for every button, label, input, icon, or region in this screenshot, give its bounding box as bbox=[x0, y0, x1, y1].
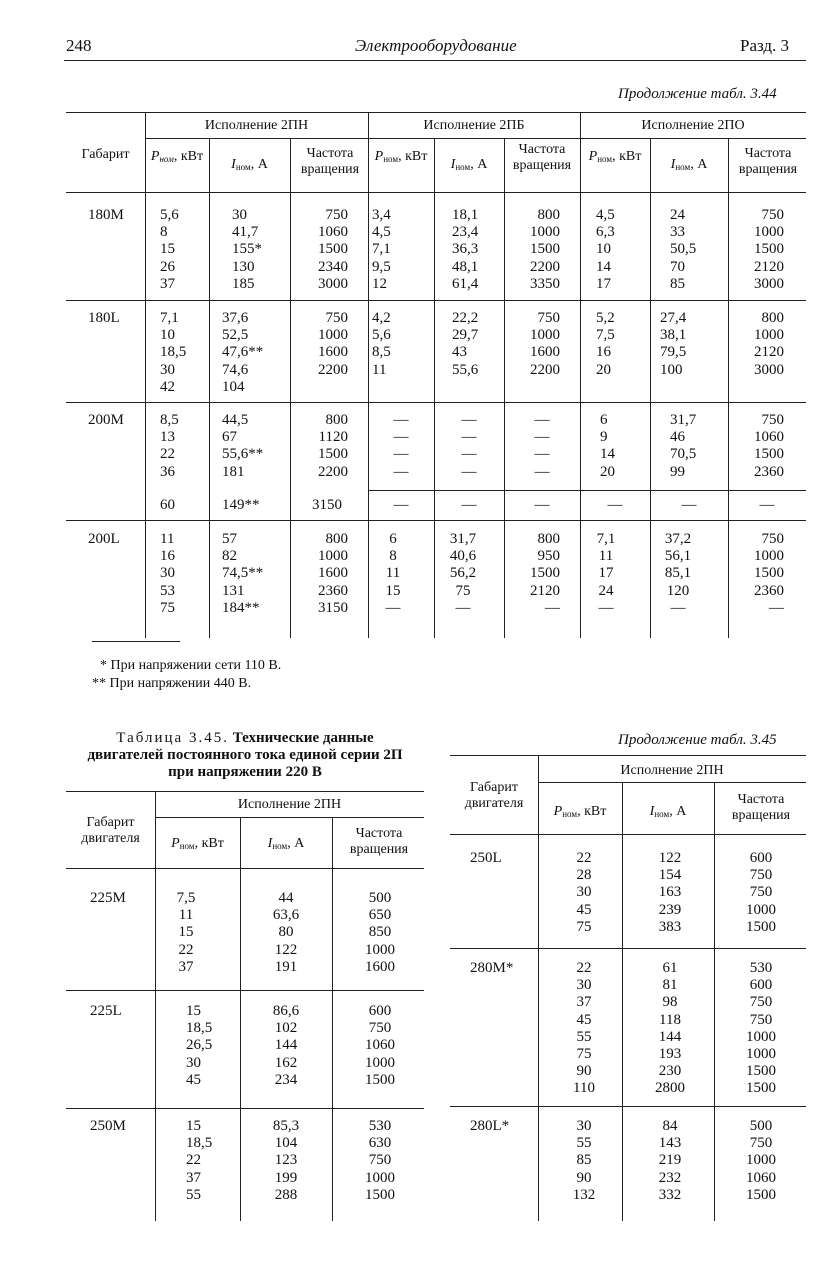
t344-h-freq: Частота вращения bbox=[738, 146, 798, 177]
t344-h-gabarit: Габарит bbox=[81, 147, 130, 162]
t344-group-2pb: Исполнение 2ПБ bbox=[423, 118, 525, 133]
t344-po-p: 6 9 14 20 bbox=[600, 412, 615, 480]
t344-pn-p: 11 16 30 53 75 bbox=[160, 531, 175, 616]
footnote-single-star: * При напряжении сети 110 В. bbox=[100, 658, 282, 673]
t344-header-rule bbox=[66, 192, 806, 193]
t345c-p: 22 30 37 45 55 75 90 110 bbox=[573, 960, 595, 1097]
t345-h-i: $I_{ном}$, А bbox=[267, 836, 305, 851]
t345-group-rule bbox=[155, 817, 424, 818]
t344-po-p: 4,5 6,3 10 14 17 bbox=[596, 207, 615, 292]
t344-vrule bbox=[504, 138, 505, 638]
t344-block-rule bbox=[66, 520, 806, 521]
t345c-p: 22 28 30 45 75 bbox=[576, 850, 592, 935]
t344-po-p: — bbox=[607, 497, 623, 513]
t344-po-f: 750 1060 1500 2360 bbox=[754, 412, 784, 480]
t345c-vrule bbox=[714, 782, 715, 1221]
t344-pb-i: 22,2 29,7 43 55,6 bbox=[452, 310, 479, 378]
t344-pb-i: 31,7 40,6 56,2 75 — bbox=[449, 531, 477, 616]
t345c-top-rule bbox=[450, 755, 806, 756]
t344-pb-p: 3,4 4,5 7,1 9,5 12 bbox=[372, 207, 391, 292]
t344-block-rule bbox=[66, 402, 806, 403]
t345c-f: 530 600 750 750 1000 1000 1500 1500 bbox=[746, 960, 776, 1097]
t345c-i: 84 143 219 232 332 bbox=[658, 1118, 682, 1203]
t344-po-i: 31,7 46 70,5 99 bbox=[670, 412, 697, 480]
t345c-i: 61 81 98 118 144 193 230 2800 bbox=[655, 960, 685, 1097]
t344-gabarit: 180L bbox=[88, 310, 120, 326]
t345-f: 600 750 1060 1000 1500 bbox=[365, 1003, 395, 1088]
t344-po-i: 27,4 38,1 79,5 100 bbox=[660, 310, 687, 378]
t344-pb-i: — — — — bbox=[461, 412, 477, 480]
t344-gabarit: 200M bbox=[88, 412, 124, 428]
t345-f: 530 630 750 1000 1500 bbox=[365, 1118, 395, 1203]
footnote-double-star: ** При напряжении 440 В. bbox=[92, 676, 252, 691]
t345-caption-line3: при напряжении 220 В bbox=[168, 764, 322, 780]
t345-i: 85,3 104 123 199 288 bbox=[272, 1118, 300, 1203]
t344-vrule bbox=[290, 138, 291, 638]
t344-h-p: $P_{ном}$, кВт bbox=[588, 149, 642, 164]
t345c-caption: Продолжение табл. 3.45 bbox=[618, 732, 777, 748]
t345-p: 15 18,5 26,5 30 45 bbox=[186, 1003, 213, 1088]
t344-h-i: $I_{ном}$, А bbox=[450, 157, 488, 172]
t345c-block-rule bbox=[450, 948, 806, 949]
t345c-group: Исполнение 2ПН bbox=[620, 763, 724, 778]
t344-gabarit: 180M bbox=[88, 207, 124, 223]
t344-po-f: 800 1000 2120 3000 bbox=[754, 310, 784, 378]
t345c-header-rule bbox=[450, 834, 806, 835]
t345-p: 15 18,5 22 37 55 bbox=[186, 1118, 213, 1203]
t344-pn-f: 750 1000 1600 2200 bbox=[318, 310, 348, 378]
t345c-gabarit: 280M* bbox=[470, 960, 514, 976]
t344-pn-i: 57 82 74,5** 131 184** bbox=[222, 531, 264, 616]
t344-h-i: $I_{ном}$, А bbox=[670, 157, 708, 172]
t344-pn-i: 149** bbox=[222, 497, 260, 513]
t345c-h-i: $I_{ном}$, А bbox=[649, 804, 687, 819]
t345c-p: 30 55 85 90 132 bbox=[572, 1118, 596, 1203]
t344-pb-f: — bbox=[534, 497, 550, 513]
t345-i: 44 63,6 80 122 191 bbox=[272, 890, 300, 975]
header-rule bbox=[64, 60, 806, 61]
t344-gabarit: 200L bbox=[88, 531, 120, 547]
t344-pb-i: 18,1 23,4 36,3 48,1 61,4 bbox=[452, 207, 479, 292]
t344-group-2po: Исполнение 2ПО bbox=[641, 118, 745, 133]
t344-pn-f: 800 1000 1600 2360 3150 bbox=[318, 531, 348, 616]
t345c-vrule bbox=[538, 755, 539, 1221]
t344-po-p: 7,1 11 17 24 — bbox=[596, 531, 616, 616]
t344-vrule bbox=[145, 112, 146, 638]
t345-caption-prefix: Таблица 3.45. bbox=[116, 730, 229, 746]
t345c-h-freq: Частота вращения bbox=[731, 792, 791, 823]
footnote-rule bbox=[92, 641, 180, 642]
t344-pn-p: 60 bbox=[160, 497, 175, 513]
t344-pb-f: 750 1000 1600 2200 bbox=[530, 310, 560, 378]
t344-group-2pn: Исполнение 2ПН bbox=[204, 118, 309, 133]
t345c-h-gabarit: Габарит двигателя bbox=[464, 780, 524, 811]
t344-po-i: — bbox=[681, 497, 697, 513]
t344-pb-f: 800 1000 1500 2200 3350 bbox=[530, 207, 560, 292]
t344-po-f: 750 1000 1500 2360 — bbox=[754, 531, 784, 616]
t345-vrule bbox=[332, 817, 333, 1221]
t344-h-freq: Частота вращения bbox=[512, 142, 572, 173]
t344-po-p: 5,2 7,5 16 20 bbox=[596, 310, 615, 378]
t345c-f: 600 750 750 1000 1500 bbox=[746, 850, 776, 935]
t344-group-rule bbox=[145, 138, 806, 139]
t344-po-f: — bbox=[759, 497, 775, 513]
t345-group: Исполнение 2ПН bbox=[237, 797, 342, 812]
t345-header-rule bbox=[66, 868, 424, 869]
t344-pb-p: 4,2 5,6 8,5 11 bbox=[372, 310, 391, 378]
t344-pn-i: 44,5 67 55,6** 181 bbox=[222, 412, 264, 480]
t344-pb-p: — bbox=[393, 497, 409, 513]
t345c-vrule bbox=[622, 782, 623, 1221]
t345-gabarit: 250M bbox=[90, 1118, 126, 1134]
t344-po-i: 24 33 50,5 70 85 bbox=[670, 207, 697, 292]
t345-block-rule bbox=[66, 990, 424, 991]
t344-pn-i: 37,6 52,5 47,6** 74,6 104 bbox=[222, 310, 264, 395]
t345-h-p: $P_{ном}$, кВт bbox=[171, 836, 224, 851]
t344-pn-f: 750 1060 1500 2340 3000 bbox=[318, 207, 348, 292]
page-number: 248 bbox=[66, 36, 92, 55]
t345-caption-line1: Технические данные bbox=[232, 730, 374, 746]
t345-vrule bbox=[155, 791, 156, 1221]
t344-vrule bbox=[209, 138, 210, 638]
t345-top-rule bbox=[66, 791, 424, 792]
t344-h-p: $P_{ном}$, кВт bbox=[374, 149, 428, 164]
t344-h-p: $P_{ном}$, кВт bbox=[150, 149, 204, 164]
section-label: Разд. 3 bbox=[740, 36, 790, 55]
t345c-group-rule bbox=[538, 782, 806, 783]
t345c-gabarit: 250L bbox=[470, 850, 502, 866]
t344-pn-p: 8,5 13 22 36 bbox=[160, 412, 179, 480]
t344-vrule bbox=[728, 138, 729, 638]
t345-block-rule bbox=[66, 1108, 424, 1109]
t344-block-rule bbox=[66, 300, 806, 301]
t344-caption: Продолжение табл. 3.44 bbox=[618, 86, 777, 102]
t344-po-f: 750 1000 1500 2120 3000 bbox=[754, 207, 784, 292]
t345-i: 86,6 102 144 162 234 bbox=[272, 1003, 300, 1088]
t345-f: 500 650 850 1000 1600 bbox=[365, 890, 395, 975]
t345-h-gabarit: Габарит двигателя bbox=[81, 815, 140, 846]
t345c-block-rule bbox=[450, 1106, 806, 1107]
t344-pn-f: 800 1120 1500 2200 bbox=[318, 412, 348, 480]
t344-pb-f: 800 950 1500 2120 — bbox=[530, 531, 560, 616]
t344-pb-p: 6 8 11 15 — bbox=[385, 531, 401, 616]
t345-caption bbox=[66, 730, 424, 781]
running-title: Электрооборудование bbox=[355, 36, 517, 55]
t344-pn-i: 30 41,7 155* 130 185 bbox=[232, 207, 262, 292]
t344-pb-f: — — — — bbox=[534, 412, 550, 480]
t345-vrule bbox=[240, 817, 241, 1221]
t345-caption-line2: двигателей постоянного тока единой серии 2П bbox=[87, 747, 403, 763]
t345c-gabarit: 280L* bbox=[470, 1118, 510, 1134]
t344-pn-p: 7,1 10 18,5 30 42 bbox=[160, 310, 187, 395]
t344-pb-i: — bbox=[461, 497, 477, 513]
t345-gabarit: 225M bbox=[90, 890, 126, 906]
t345c-h-p: $P_{ном}$, кВт bbox=[553, 804, 607, 819]
t344-h-i: $I_{ном}$, А bbox=[231, 157, 268, 172]
t344-po-i: 37,2 56,1 85,1 120 — bbox=[664, 531, 692, 616]
t344-top-rule bbox=[66, 112, 806, 113]
t344-pn-f: 3150 bbox=[312, 497, 342, 513]
t345c-f: 500 750 1000 1060 1500 bbox=[746, 1118, 776, 1203]
t344-h-freq: Частота вращения bbox=[300, 146, 360, 177]
t345c-i: 122 154 163 239 383 bbox=[658, 850, 682, 935]
t345-h-freq: Частота вращения bbox=[349, 826, 409, 857]
t345-p: 7,5 11 15 22 37 bbox=[176, 890, 196, 975]
t344-pb-p: — — — — bbox=[393, 412, 409, 480]
t344-pn-p: 5,6 8 15 26 37 bbox=[160, 207, 179, 292]
t345-gabarit: 225L bbox=[90, 1003, 122, 1019]
